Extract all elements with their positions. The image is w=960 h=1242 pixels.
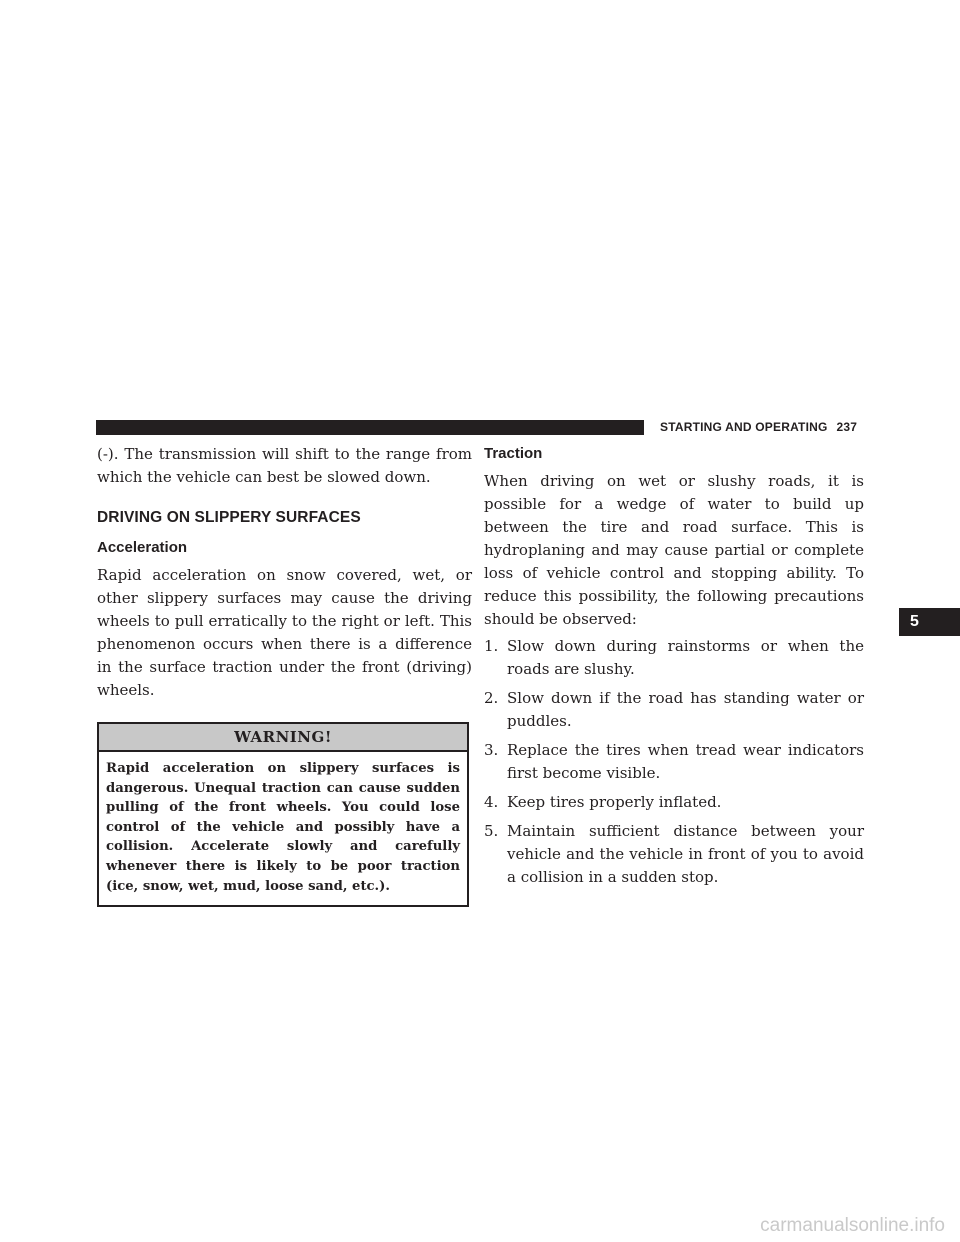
section-heading: DRIVING ON SLIPPERY SURFACES [97, 509, 361, 526]
list-item-text: Replace the tires when tread wear indicators first become visible. [507, 741, 864, 782]
acceleration-paragraph: Rapid acceleration on snow covered, wet, or other slippery surfaces may cause the driving wheels to pull erratically to the right or left. This phenomenon occurs when there is a difference in the surface traction under the front (driving) wheels. [97, 566, 472, 699]
right-column [484, 443, 864, 895]
running-header [660, 420, 857, 435]
list-item-text: Maintain sufficient distance between your vehicle and the vehicle in front of you to avoid a collision in a sudden stop. [507, 822, 864, 886]
list-item [484, 687, 864, 733]
list-item-text: Keep tires properly inflated. [507, 793, 722, 811]
list-item [484, 820, 864, 889]
list-item-number: 4. [484, 793, 499, 811]
list-item-number: 3. [484, 741, 499, 759]
watermark: carmanualsonline.info [760, 1215, 945, 1236]
list-item [484, 791, 864, 814]
list-item-number: 2. [484, 689, 499, 707]
traction-heading: Traction [484, 445, 543, 462]
traction-paragraph: When driving on wet or slushy roads, it is possible for a wedge of water to build up between the tire and road surface. This is hydroplaning and may cause partial or complete loss of vehicle control and stopping ability. To reduce this possibility, the following precautions should be observed: [484, 472, 864, 628]
list-item-text: Slow down if the road has standing water or puddles. [507, 689, 864, 730]
list-item-number: 5. [484, 822, 499, 840]
precautions-list [484, 635, 864, 889]
list-item [484, 739, 864, 785]
warning-text: Rapid acceleration on slippery surfaces is dangerous. Unequal traction can cause sudden pulling of the front wheels. You could lose control of the vehicle and possibly have a collision. Accelerate slowly and carefully whenever there is likely to be poor traction (ice, snow, wet, mud, loose sand, etc.). [106, 761, 460, 894]
list-item [484, 635, 864, 681]
header-rule [96, 420, 644, 435]
warning-box [97, 722, 469, 907]
chapter-tab: 5 [899, 608, 960, 636]
warning-title: WARNING! [99, 724, 467, 752]
list-item-number: 1. [484, 637, 499, 655]
acceleration-heading: Acceleration [97, 539, 188, 556]
left-column [97, 443, 472, 907]
continuation-paragraph: (-). The transmission will shift to the range from which the vehicle can best be slowed down. [97, 445, 472, 486]
header-section-title: STARTING AND OPERATING [660, 420, 828, 434]
page-number: 237 [836, 420, 858, 434]
list-item-text: Slow down during rainstorms or when the roads are slushy. [507, 637, 864, 678]
